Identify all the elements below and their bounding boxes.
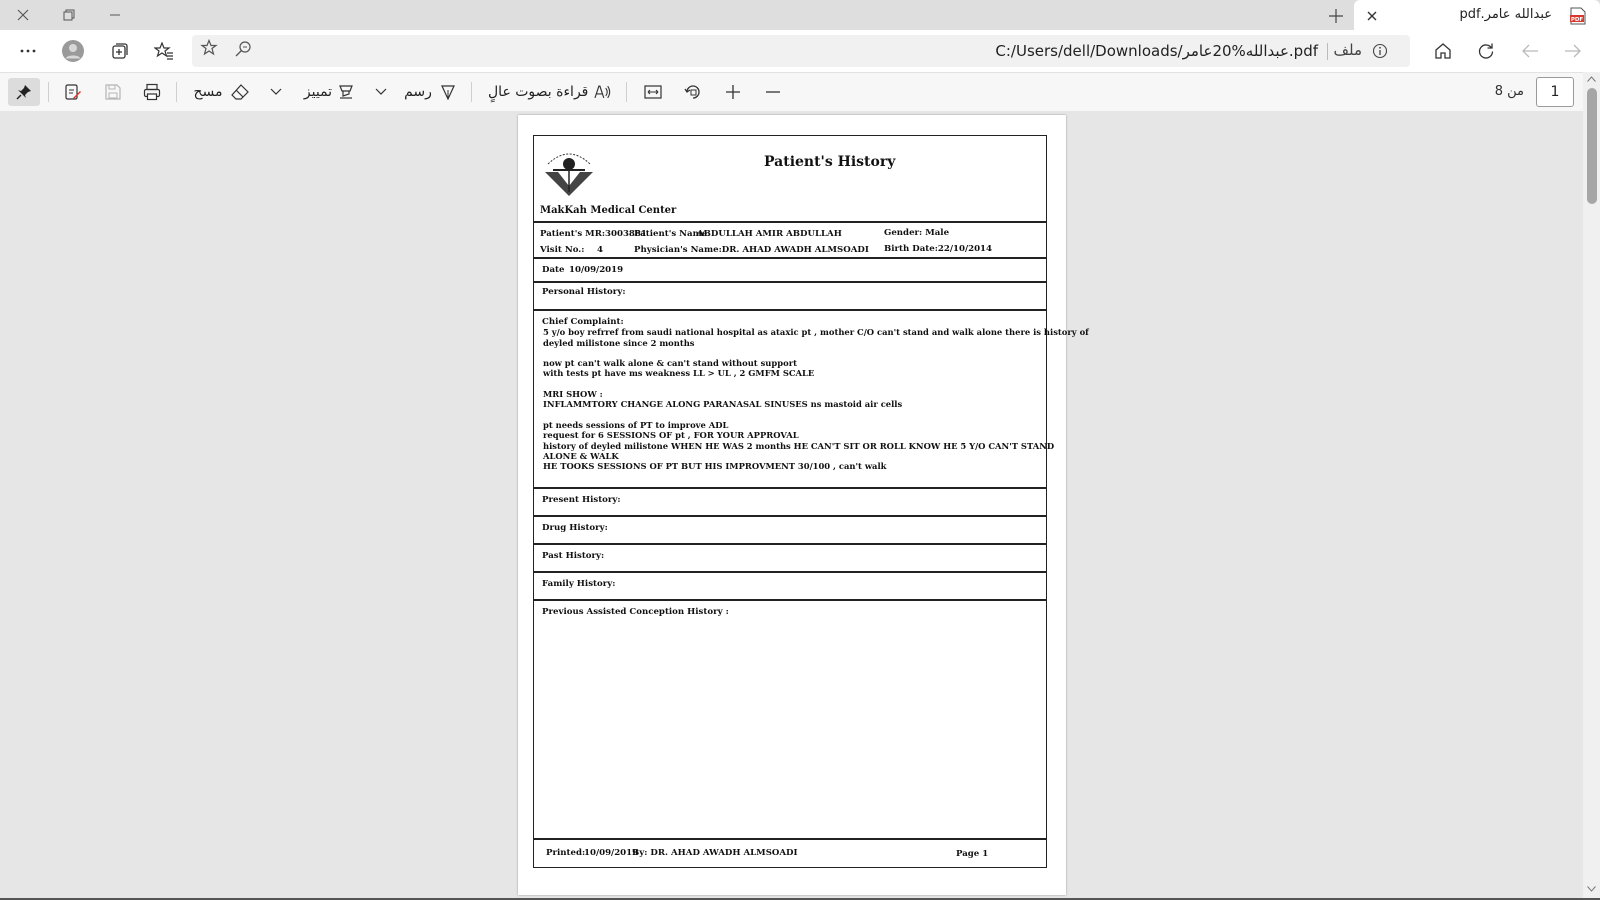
site-info-label[interactable]: ملف xyxy=(1333,41,1362,59)
highlighter-icon xyxy=(338,84,354,100)
back-button[interactable] xyxy=(1514,36,1546,66)
restore-icon xyxy=(63,9,75,21)
date-label: Date xyxy=(542,265,565,275)
assisted-conception-section xyxy=(533,600,1047,840)
medical-center-name: MakKah Medical Center xyxy=(540,205,677,216)
scroll-up-icon[interactable] xyxy=(1587,76,1596,82)
erase-label: مسح xyxy=(193,84,223,100)
date-value: 10/09/2019 xyxy=(569,265,624,275)
highlight-button[interactable] xyxy=(298,78,360,106)
info-icon[interactable] xyxy=(1372,43,1388,59)
document-title: Patient's History xyxy=(764,154,896,170)
address-bar[interactable] xyxy=(192,35,1410,67)
highlight-label: تمييز xyxy=(303,84,333,100)
profile-icon xyxy=(61,39,85,63)
visit-number-label: Visit No.: xyxy=(540,245,585,255)
zoom-out-icon xyxy=(765,84,781,100)
doc-header xyxy=(533,135,1047,223)
toolbar-separator xyxy=(48,82,49,102)
pdf-page xyxy=(518,115,1089,895)
patient-gender: Gender: Male xyxy=(884,228,950,238)
physician-name: Physician's Name:DR. AHAD AWADH ALMSOADI xyxy=(634,245,869,255)
refresh-icon xyxy=(1477,42,1495,60)
drug-history-label: Drug History: xyxy=(542,523,608,533)
complaint-line: now pt can't walk alone & can't stand without support xyxy=(543,358,797,368)
zoom-button[interactable] xyxy=(234,40,252,58)
chevron-down-icon xyxy=(375,88,387,96)
past-history-section xyxy=(533,544,1047,572)
rotate-icon xyxy=(684,83,702,101)
chief-complaint-section xyxy=(533,310,1089,488)
patient-mr: Patient's MR:3003881 xyxy=(540,229,647,239)
zoom-in-button[interactable] xyxy=(718,78,748,106)
draw-button[interactable] xyxy=(403,78,457,106)
svg-text:PDF: PDF xyxy=(1570,17,1584,23)
chevron-down-icon xyxy=(270,88,282,96)
patient-info-section xyxy=(533,221,1047,259)
chief-complaint-label: Chief Complaint: xyxy=(542,317,624,327)
personal-history-label: Personal History: xyxy=(542,287,626,297)
more-icon xyxy=(20,49,36,53)
tab-pdf[interactable] xyxy=(1354,0,1600,32)
close-icon xyxy=(1367,11,1377,21)
patient-name-label: Patient's Name xyxy=(634,229,708,239)
erase-button[interactable] xyxy=(190,78,252,106)
scroll-down-icon[interactable] xyxy=(1587,886,1596,892)
forward-icon xyxy=(1564,44,1582,58)
collections-button[interactable] xyxy=(104,36,136,66)
pin-toolbar-button[interactable] xyxy=(8,78,40,106)
complaint-line: ALONE & WALK xyxy=(543,451,619,461)
zoom-out-button[interactable] xyxy=(758,78,788,106)
complaint-line: pt needs sessions of PT to improve ADL xyxy=(543,420,729,430)
forward-button[interactable] xyxy=(1557,36,1589,66)
favorites-icon xyxy=(154,42,174,60)
drug-history-section xyxy=(533,516,1047,544)
draw-label: رسم xyxy=(404,84,432,100)
complaint-line: INFLAMMTORY CHANGE ALONG PARANASAL SINUSES ns mastoid air cells xyxy=(543,399,903,409)
title-bar xyxy=(0,0,1600,30)
pdf-icon xyxy=(1570,7,1586,25)
home-button[interactable] xyxy=(1427,36,1459,66)
zoom-in-icon xyxy=(725,84,741,100)
fit-width-icon xyxy=(644,85,662,99)
patient-name-value: ABDULLAH AMIR ABDULLAH xyxy=(697,229,842,239)
toolbar-separator xyxy=(471,82,472,102)
birth-date: Birth Date:22/10/2014 xyxy=(884,244,993,254)
read-aloud-button[interactable] xyxy=(488,78,612,106)
home-icon xyxy=(1434,42,1452,60)
draw-options-dropdown[interactable] xyxy=(371,78,391,106)
pdf-toolbar xyxy=(0,72,1600,112)
print-button[interactable] xyxy=(137,78,167,106)
back-icon xyxy=(1521,44,1539,58)
assisted-conception-label: Previous Assisted Conception History : xyxy=(542,607,729,617)
visit-number-value: 4 xyxy=(597,245,603,255)
close-icon xyxy=(17,9,29,21)
save-button[interactable] xyxy=(98,78,128,106)
url-divider xyxy=(1327,43,1328,60)
pdf-viewer[interactable] xyxy=(0,111,1600,900)
profile-button[interactable] xyxy=(57,36,89,66)
print-icon xyxy=(143,83,161,101)
present-history-label: Present History: xyxy=(542,495,621,505)
complaint-line: with tests pt have ms weakness LL > UL , 2 GMFM SCALE xyxy=(543,368,815,378)
add-favorite-icon xyxy=(200,39,218,57)
past-history-label: Past History: xyxy=(542,551,605,561)
family-history-label: Family History: xyxy=(542,579,616,589)
toolbar-separator xyxy=(626,82,627,102)
restore-window-button[interactable] xyxy=(46,0,92,30)
highlight-options-dropdown[interactable] xyxy=(266,78,286,106)
printed-date: 10/09/2019 xyxy=(584,848,639,858)
personal-history-section xyxy=(533,281,1047,310)
read-aloud-label: قراءة بصوت عالٍ xyxy=(488,84,589,100)
new-tab-button[interactable] xyxy=(1323,4,1349,28)
complaint-line: history of deyled milistone WHEN HE WAS 2 months HE CAN'T SIT OR ROLL KNOW HE 5 Y/O CAN'T STAND xyxy=(543,441,1055,451)
family-history-section xyxy=(533,572,1047,600)
refresh-button[interactable] xyxy=(1470,36,1502,66)
annotate-icon xyxy=(64,83,82,101)
date-section xyxy=(533,257,1047,283)
page-count: من 8 xyxy=(1494,84,1524,99)
complaint-line: 5 y/o boy refrref from saudi national hospital as ataxic pt , mother C/O can't stand and walk alone there is history of xyxy=(543,327,1089,337)
printed-label: Printed: xyxy=(546,848,586,858)
printed-by: By: DR. AHAD AWADH ALMSOADI xyxy=(632,848,798,858)
annotate-button[interactable] xyxy=(58,78,88,106)
page-label: Page 1 xyxy=(956,849,989,859)
collections-icon xyxy=(111,42,129,60)
vertical-scrollbar[interactable] xyxy=(1583,72,1600,900)
medical-center-logo xyxy=(540,142,598,198)
minimize-window-button[interactable] xyxy=(92,0,138,30)
rotate-button[interactable] xyxy=(678,78,708,106)
tab-title: عبدالله عامر.pdf xyxy=(1459,7,1552,22)
read-aloud-icon xyxy=(594,84,612,100)
navigation-bar xyxy=(0,30,1600,72)
page-number-input[interactable]: 1 xyxy=(1536,77,1574,107)
complaint-line: deyled milistone since 2 months xyxy=(543,338,695,348)
settings-more-button[interactable] xyxy=(12,36,44,66)
scrollbar-thumb[interactable] xyxy=(1587,88,1597,204)
add-favorite-button[interactable] xyxy=(200,39,218,57)
zoom-icon xyxy=(234,40,252,58)
favorites-button[interactable] xyxy=(148,36,180,66)
complaint-line: HE TOOKS SESSIONS OF PT BUT HIS IMPROVMENT 30/100 , can't walk xyxy=(543,461,887,471)
complaint-line: MRI SHOW : xyxy=(543,389,603,399)
toolbar-separator xyxy=(176,82,177,102)
url-text[interactable]: C:/Users/dell/Downloads/عبدالله%20عامر.pdf xyxy=(995,42,1318,60)
eraser-icon xyxy=(231,84,249,100)
new-tab-icon xyxy=(1329,9,1343,23)
document-frame xyxy=(533,135,1089,867)
save-icon xyxy=(105,84,121,100)
tab-close-button[interactable] xyxy=(1362,6,1382,26)
close-window-button[interactable] xyxy=(0,0,46,30)
pen-icon xyxy=(440,84,456,100)
doc-footer xyxy=(533,838,1047,868)
minimize-icon xyxy=(109,9,121,21)
complaint-line: request for 6 SESSIONS OF pt , FOR YOUR APPROVAL xyxy=(543,430,799,440)
fit-width-button[interactable] xyxy=(638,78,668,106)
present-history-section xyxy=(533,488,1047,516)
pin-icon xyxy=(16,84,32,100)
